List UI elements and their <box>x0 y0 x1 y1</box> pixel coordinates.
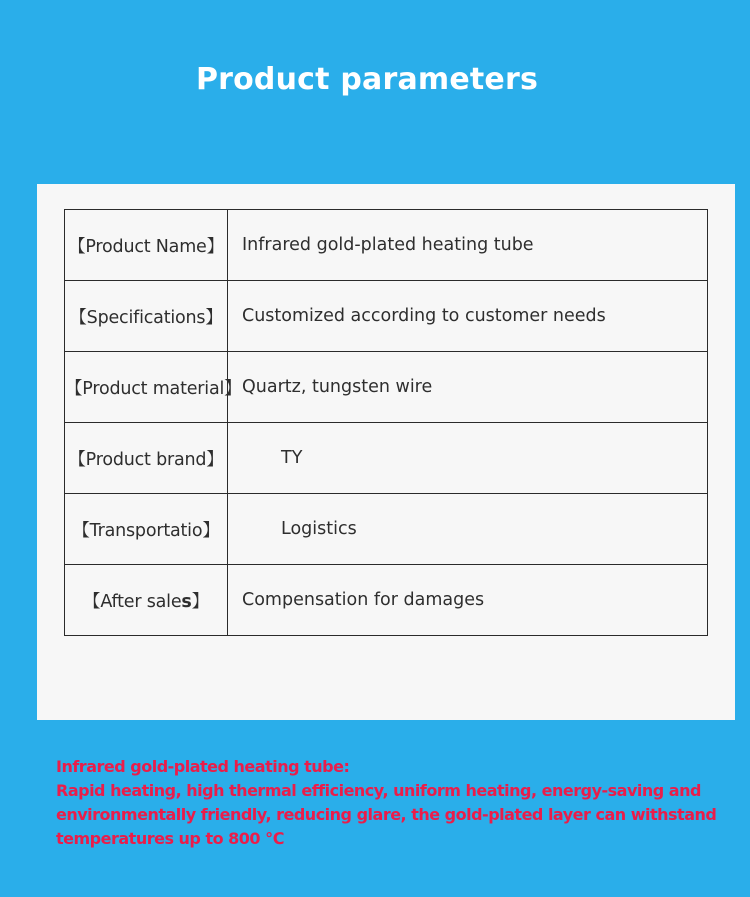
row-value-product-material: Quartz, tungsten wire <box>228 352 708 423</box>
description-heading: Infrared gold-plated heating tube: <box>56 757 350 776</box>
row-value-product-name: Infrared gold-plated heating tube <box>228 210 708 281</box>
description-line: environmentally friendly, reducing glare, the gold-plated layer can withstand <box>56 805 717 824</box>
row-label-product-name: 【Product Name】 <box>65 210 228 281</box>
row-value-transportation: Logistics <box>228 494 708 565</box>
row-label-transportation: 【Transportatio】 <box>65 494 228 565</box>
table-row <box>65 565 708 636</box>
after-sales-label-suffix: 】 <box>191 591 209 612</box>
table-row <box>65 494 708 565</box>
row-label-product-material: 【Product material】 <box>65 352 228 423</box>
after-sales-label-prefix: 【After sale <box>83 591 182 612</box>
row-value-product-brand: TY <box>228 423 708 494</box>
table-row <box>65 352 708 423</box>
row-value-specifications: Customized according to customer needs <box>228 281 708 352</box>
row-label-specifications: 【Specifications】 <box>65 281 228 352</box>
table-row <box>65 210 708 281</box>
row-label-after-sales <box>65 565 228 636</box>
row-value-after-sales: Compensation for damages <box>228 565 708 636</box>
description-line: temperatures up to 800 ℃ <box>56 829 285 848</box>
table-row <box>65 423 708 494</box>
row-label-product-brand: 【Product brand】 <box>65 423 228 494</box>
description-line: Rapid heating, high thermal efficiency, uniform heating, energy-saving and <box>56 781 701 800</box>
after-sales-label-bold: s <box>181 591 192 612</box>
page-title: Product parameters <box>195 62 539 97</box>
parameters-table <box>64 209 708 636</box>
product-description <box>56 755 716 851</box>
table-row <box>65 281 708 352</box>
parameters-panel <box>37 184 735 720</box>
